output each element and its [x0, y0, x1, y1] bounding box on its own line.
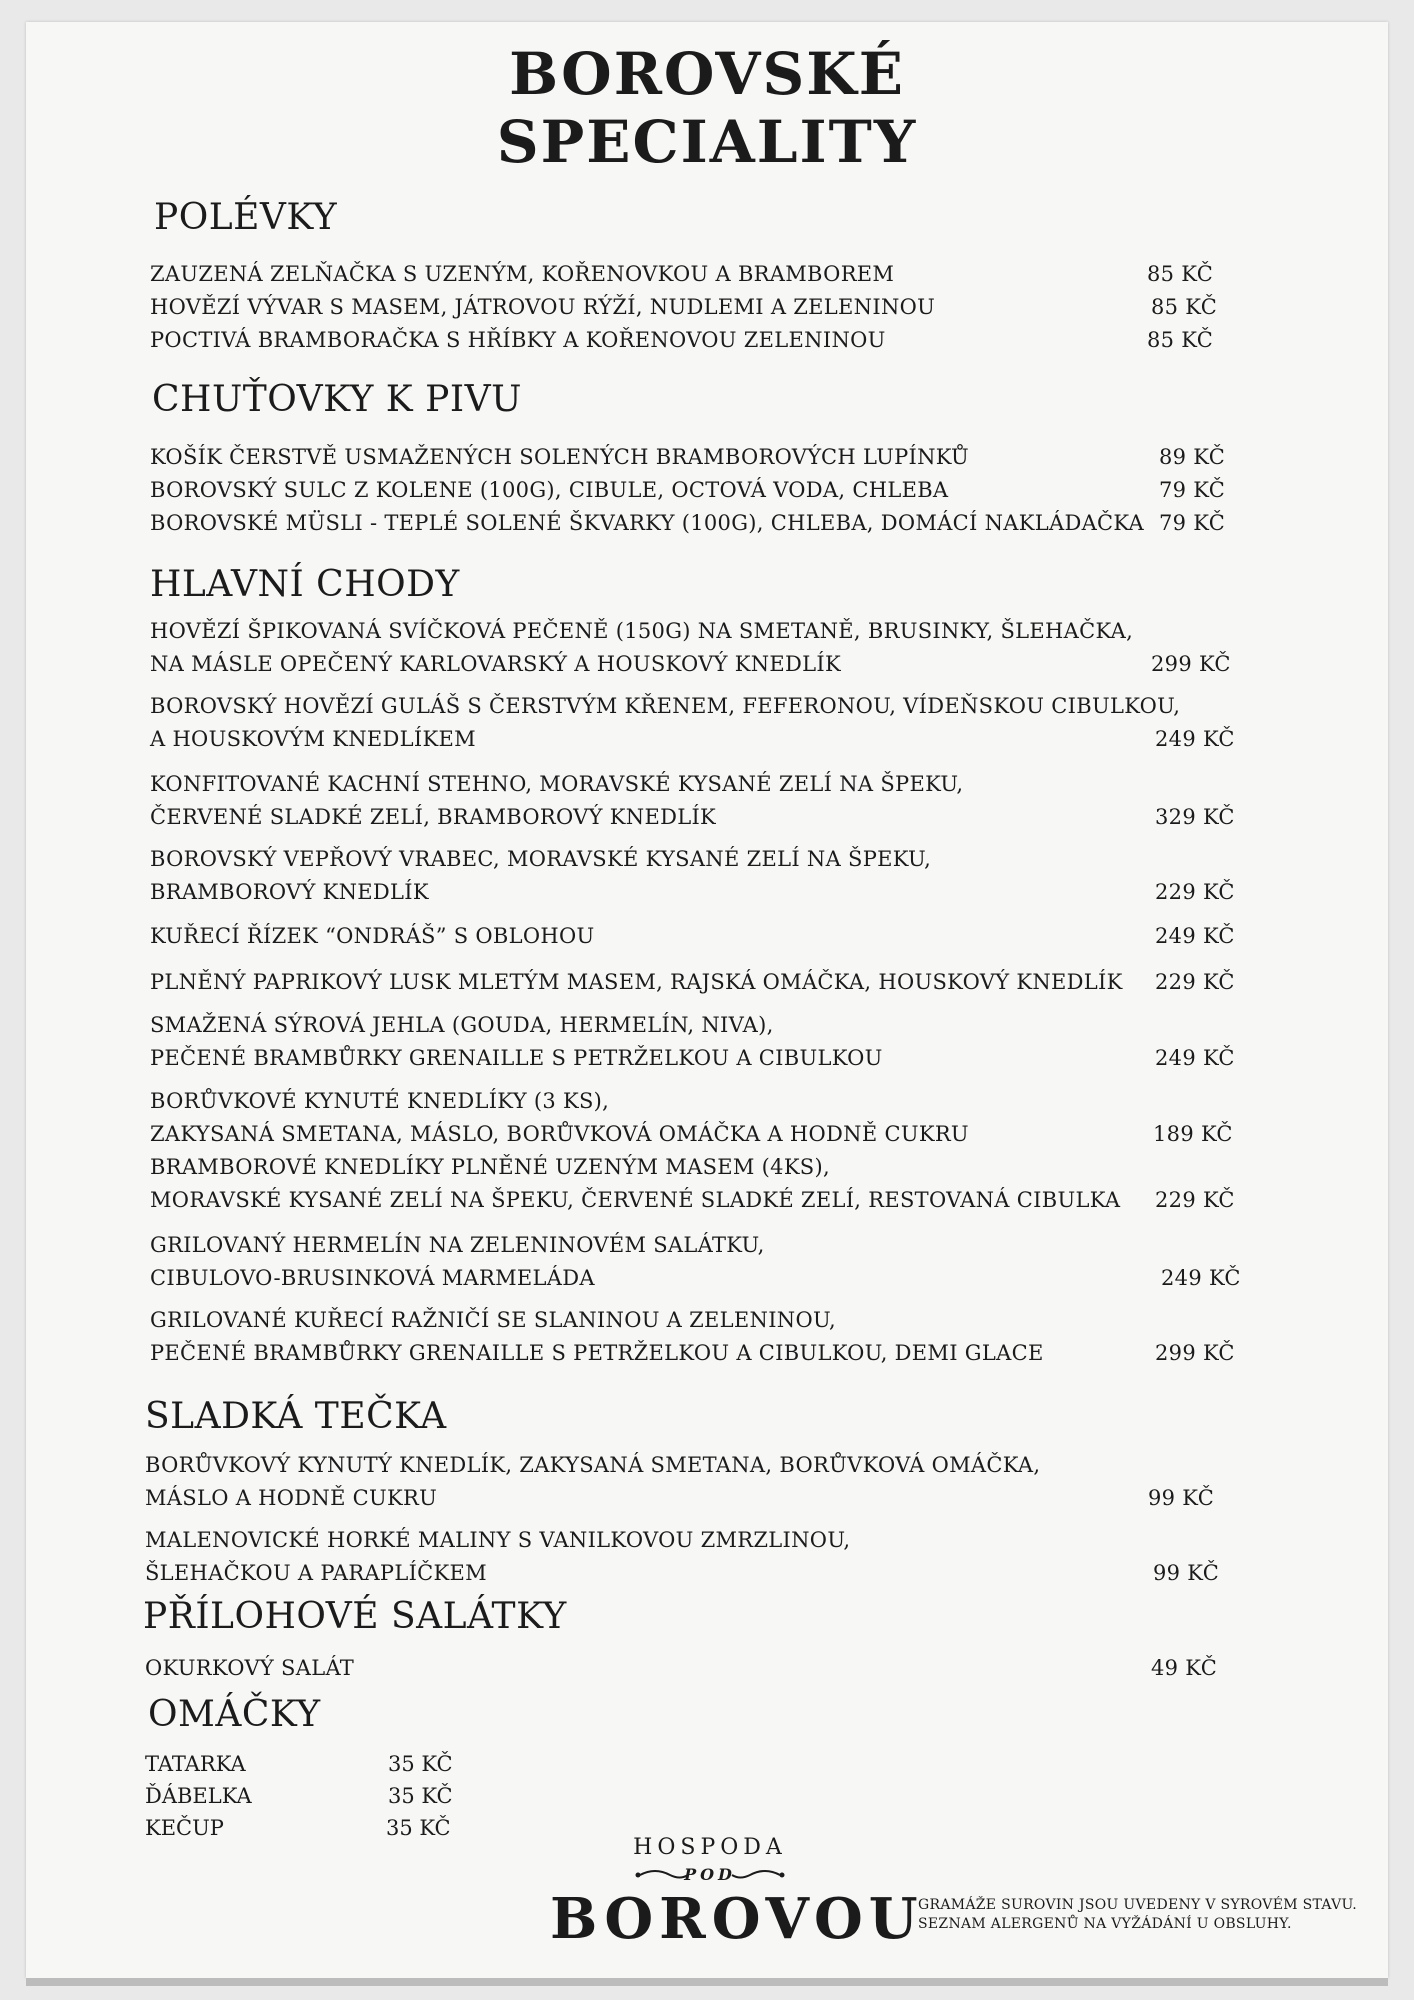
section-title-polevky: POLÉVKY	[154, 197, 338, 238]
menu-item	[150, 690, 1180, 756]
item-price: 85 KČ	[1147, 328, 1214, 352]
menu-item	[150, 1151, 1120, 1217]
item-price: 189 KČ	[1153, 1122, 1233, 1146]
item-text: PEČENÉ BRAMBŮRKY GRENAILLE S PETRŽELKOU A CIBULKOU, DEMI GLACE	[150, 1341, 1044, 1365]
menu-item	[150, 920, 595, 953]
item-text: ZAUZENÁ ZELŇAČKA S UZENÝM, KOŘENOVKOU A BRAMBOREM	[150, 262, 895, 286]
menu-item	[150, 441, 969, 474]
logo-line-pod: POD	[684, 1865, 736, 1884]
item-text: ČERVENÉ SLADKÉ ZELÍ, BRAMBOROVÝ KNEDLÍK	[150, 805, 717, 829]
item-text: BOROVSKÝ VEPŘOVÝ VRABEC, MORAVSKÉ KYSANÉ ZELÍ NA ŠPEKU,	[150, 847, 932, 871]
item-text: BORŮVKOVÉ KYNUTÉ KNEDLÍKY (3 KS),	[150, 1089, 610, 1113]
item-text: GRILOVANÉ KUŘECÍ RAŽNIČÍ SE SLANINOU A ZELENINOU,	[150, 1308, 837, 1332]
item-price: 49 KČ	[1151, 1656, 1218, 1680]
menu-item	[150, 324, 886, 357]
item-text: ZAKYSANÁ SMETANA, MÁSLO, BORŮVKOVÁ OMÁČKA A HODNĚ CUKRU	[150, 1122, 969, 1146]
sauce-price: 35 KČ	[388, 1784, 453, 1808]
menu-item	[150, 258, 894, 291]
section-title-sladka: SLADKÁ TEČKA	[145, 1396, 447, 1437]
section-title-hlavni: HLAVNÍ CHODY	[150, 564, 460, 605]
menu-item	[150, 1229, 765, 1295]
item-price: 79 KČ	[1159, 478, 1226, 502]
section-title-chutovky: CHUŤOVKY K PIVU	[152, 379, 522, 420]
item-text: PLNĚNÝ PAPRIKOVÝ LUSK MLETÝM MASEM, RAJSKÁ OMÁČKA, HOUSKOVÝ KNEDLÍK	[150, 970, 1123, 994]
sauce-name: KEČUP	[145, 1816, 224, 1840]
page-bottom-edge	[26, 1978, 1388, 1986]
menu-title-line: SPECIALITY	[496, 108, 918, 176]
item-text: A HOUSKOVÝM KNEDLÍKEM	[150, 727, 476, 751]
logo-line-borovou: BOROVOU	[550, 1886, 924, 1952]
item-price: 229 KČ	[1155, 880, 1235, 904]
item-text: ŠLEHAČKOU A PARAPLÍČKEM	[145, 1561, 487, 1585]
item-text: BOROVSKÉ MÜSLI - TEPLÉ SOLENÉ ŠKVARKY (100G), CHLEBA, DOMÁCÍ NAKLÁDAČKA	[150, 511, 1145, 535]
item-text: HOVĚZÍ VÝVAR S MASEM, JÁTROVOU RÝŽÍ, NUDLEMI A ZELENINOU	[150, 295, 936, 319]
item-text: CIBULOVO-BRUSINKOVÁ MARMELÁDA	[150, 1266, 595, 1290]
footnote-line: SEZNAM ALERGENŮ NA VYŽÁDÁNÍ U OBSLUHY.	[918, 1916, 1292, 1932]
logo-line-hospoda: HOSPODA	[633, 1835, 787, 1860]
item-text: PEČENÉ BRAMBŮRKY GRENAILLE S PETRŽELKOU A CIBULKOU	[150, 1046, 883, 1070]
item-price: 299 KČ	[1151, 652, 1231, 676]
item-price: 249 KČ	[1155, 1046, 1235, 1070]
menu-item	[150, 615, 1133, 681]
item-price: 85 KČ	[1147, 262, 1214, 286]
menu-item	[150, 843, 931, 909]
item-price: 299 KČ	[1155, 1341, 1235, 1365]
item-text: MALENOVICKÉ HORKÉ MALINY S VANILKOVOU ZMRZLINOU,	[145, 1528, 851, 1552]
item-text: GRILOVANÝ HERMELÍN NA ZELENINOVÉM SALÁTKU,	[150, 1233, 765, 1257]
menu-item	[150, 768, 963, 834]
menu-item	[150, 966, 1123, 999]
item-price: 99 KČ	[1153, 1561, 1220, 1585]
item-text: BORŮVKOVÝ KYNUTÝ KNEDLÍK, ZAKYSANÁ SMETANA, BORŮVKOVÁ OMÁČKA,	[145, 1453, 1041, 1477]
item-text: BRAMBOROVÉ KNEDLÍKY PLNĚNÉ UZENÝM MASEM (4KS),	[150, 1155, 830, 1179]
hospoda-logo	[550, 1835, 924, 1965]
item-text: BOROVSKÝ HOVĚZÍ GULÁŠ S ČERSTVÝM KŘENEM, FEFERONOU, VÍDEŇSKOU CIBULKOU,	[150, 694, 1181, 718]
section-title-salatky: PŘÍLOHOVÉ SALÁTKY	[143, 1596, 567, 1637]
menu-item	[145, 1524, 850, 1590]
item-text: BOROVSKÝ SULC Z KOLENE (100G), CIBULE, OCTOVÁ VODA, CHLEBA	[150, 478, 949, 502]
item-text: OKURKOVÝ SALÁT	[145, 1656, 355, 1680]
menu-item	[145, 1449, 1040, 1515]
item-price: 249 KČ	[1155, 924, 1235, 948]
footnote-line: GRAMÁŽE SUROVIN JSOU UVEDENY V SYROVÉM STAVU.	[918, 1897, 1358, 1913]
section-title-omacky: OMÁČKY	[148, 1694, 321, 1735]
sauce-name: TATARKA	[145, 1752, 246, 1776]
item-price: 85 KČ	[1151, 295, 1218, 319]
item-price: 229 KČ	[1155, 970, 1235, 994]
item-text: POCTIVÁ BRAMBORAČKA S HŘÍBKY A KOŘENOVOU ZELENINOU	[150, 328, 886, 352]
sauce-price: 35 KČ	[386, 1816, 451, 1840]
allergen-footnote	[918, 1896, 1357, 1934]
item-text: MORAVSKÉ KYSANÉ ZELÍ NA ŠPEKU, ČERVENÉ SLADKÉ ZELÍ, RESTOVANÁ CIBULKA	[150, 1188, 1121, 1212]
item-price: 89 KČ	[1159, 445, 1226, 469]
item-price: 329 KČ	[1155, 805, 1235, 829]
item-price: 79 KČ	[1159, 511, 1226, 535]
item-text: KONFITOVANÉ KACHNÍ STEHNO, MORAVSKÉ KYSANÉ ZELÍ NA ŠPEKU,	[150, 772, 964, 796]
item-text: BRAMBOROVÝ KNEDLÍK	[150, 880, 429, 904]
menu-item	[150, 507, 1144, 540]
menu-item	[150, 291, 935, 324]
item-price: 249 KČ	[1161, 1266, 1241, 1290]
menu-item	[150, 1009, 883, 1075]
menu-title	[0, 40, 1414, 176]
item-text: SMAŽENÁ SÝROVÁ JEHLA (GOUDA, HERMELÍN, NIVA),	[150, 1013, 774, 1037]
item-text: HOVĚZÍ ŠPIKOVANÁ SVÍČKOVÁ PEČENĚ (150G) NA SMETANĚ, BRUSINKY, ŠLEHAČKA,	[150, 619, 1134, 643]
menu-item	[150, 1085, 969, 1151]
sauce-name: ĎÁBELKA	[145, 1784, 252, 1808]
item-price: 99 KČ	[1148, 1486, 1215, 1510]
item-price: 249 KČ	[1155, 727, 1235, 751]
menu-item	[150, 1304, 1044, 1370]
item-text: MÁSLO A HODNĚ CUKRU	[145, 1486, 438, 1510]
sauce-price: 35 KČ	[388, 1752, 453, 1776]
menu-title-line: BOROVSKÉ	[509, 40, 905, 108]
menu-item	[145, 1652, 354, 1685]
item-text: KUŘECÍ ŘÍZEK “ONDRÁŠ” S OBLOHOU	[150, 924, 595, 948]
menu-item	[150, 474, 948, 507]
item-price: 229 KČ	[1155, 1188, 1235, 1212]
item-text: KOŠÍK ČERSTVĚ USMAŽENÝCH SOLENÝCH BRAMBOROVÝCH LUPÍNKŮ	[150, 445, 970, 469]
item-text: NA MÁSLE OPEČENÝ KARLOVARSKÝ A HOUSKOVÝ KNEDLÍK	[150, 652, 841, 676]
